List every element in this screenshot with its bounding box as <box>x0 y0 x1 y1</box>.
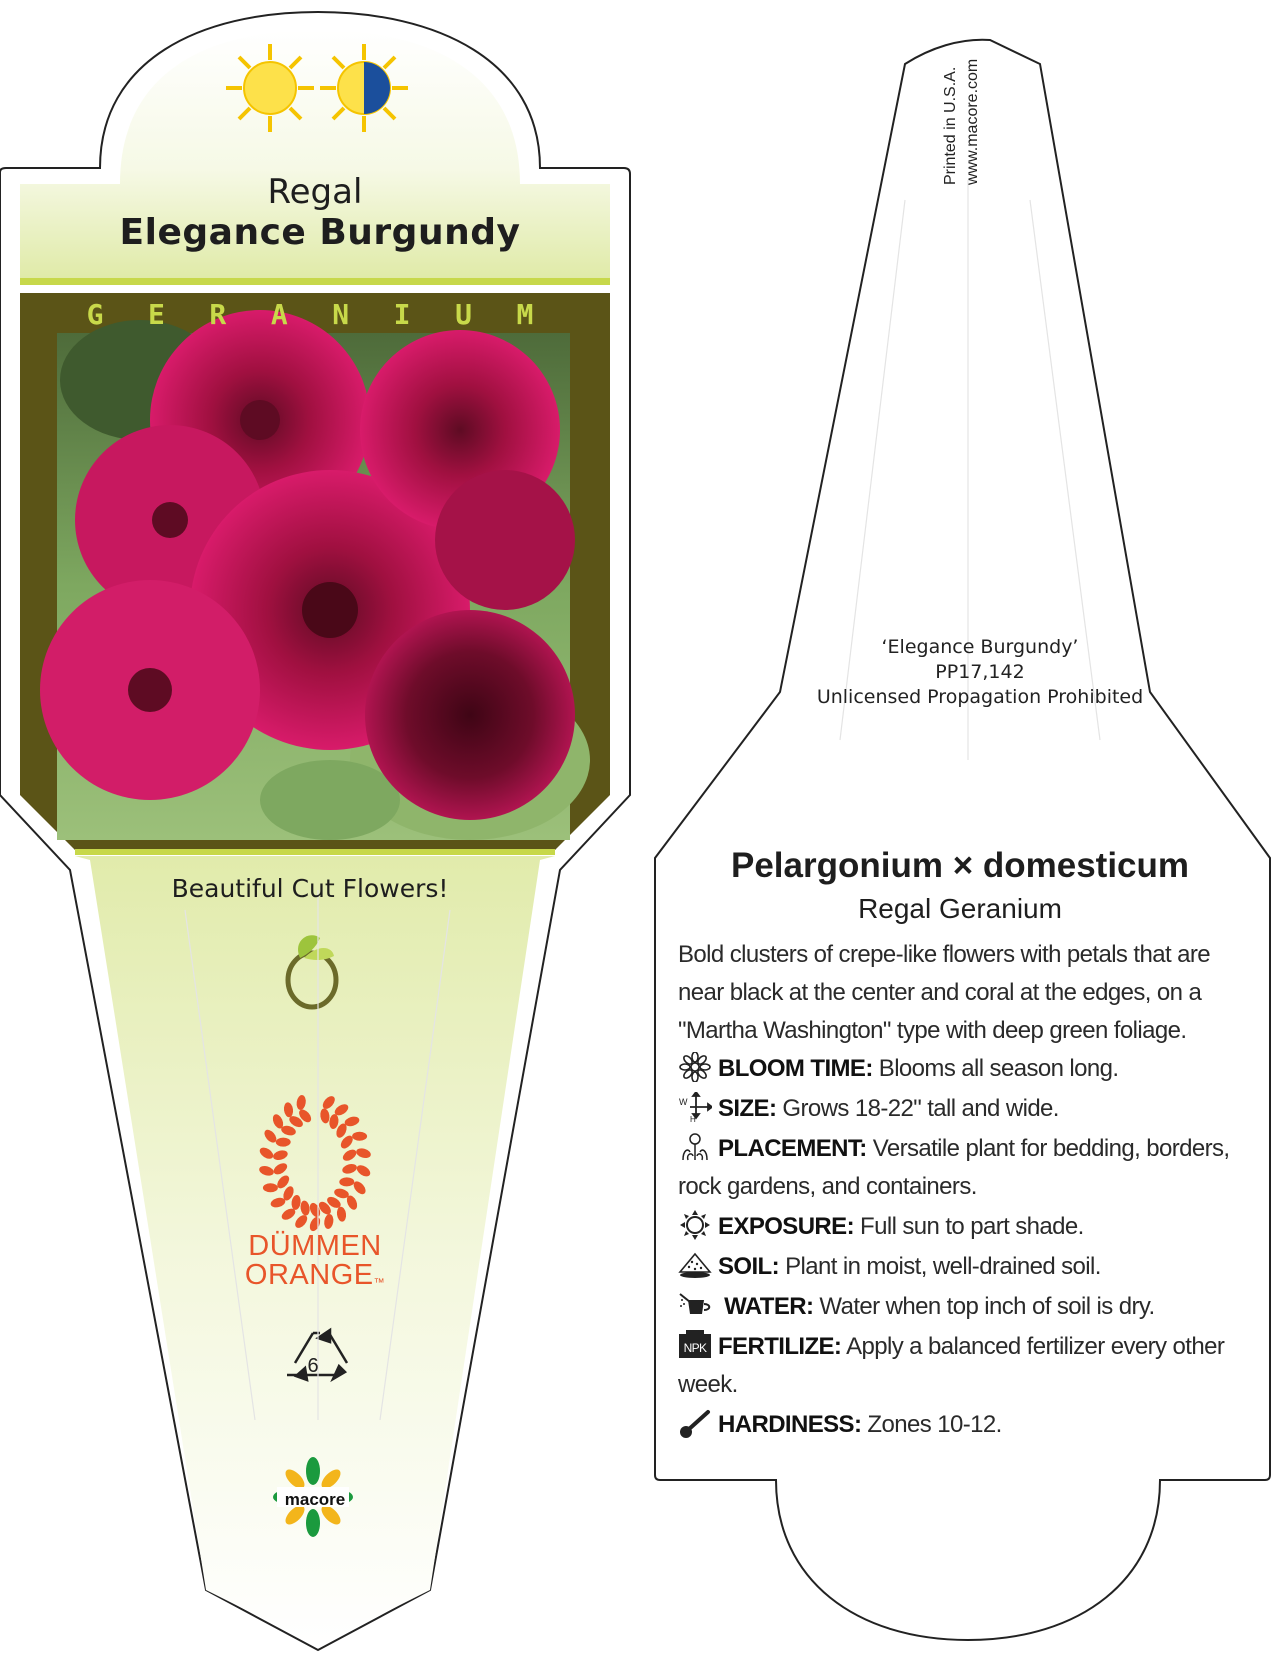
care-text: Water when top inch of soil is dry. <box>813 1293 1155 1320</box>
plant-description: Bold clusters of crepe-like flowers with petals that are near black at the center and coral at the edges, on a "Martha Washington" type with deep green foliage. <box>678 941 1210 1044</box>
watering-can-icon <box>678 1290 712 1320</box>
care-label: BLOOM TIME: <box>718 1055 873 1082</box>
bloom-flower-icon <box>678 1052 712 1082</box>
care-text: Full sun to part shade. <box>853 1213 1084 1240</box>
care-exposure <box>678 1208 1248 1246</box>
propagation-warning: Unlicensed Propagation Prohibited <box>816 686 1144 708</box>
care-label: EXPOSURE: <box>718 1213 854 1240</box>
brand-line-1: DÜMMEN <box>248 1230 382 1262</box>
patent-notice <box>780 635 1180 710</box>
care-size <box>678 1090 1248 1128</box>
soil-pile-icon <box>678 1250 712 1280</box>
tagline: Beautiful Cut Flowers! <box>171 874 449 903</box>
printed-line: Printed in U.S.A. <box>942 66 959 185</box>
patent-number: PP17,142 <box>935 661 1025 683</box>
care-text: Plant in moist, well-drained soil. <box>779 1253 1101 1280</box>
svg-text:H: H <box>690 1115 696 1122</box>
brand-line-2: ORANGE <box>244 1259 374 1291</box>
placement-plants-icon <box>678 1132 712 1162</box>
size-arrows-icon <box>678 1092 712 1122</box>
care-text: Versatile plant for bedding, borders, rock gardens, and containers. <box>678 1135 1230 1200</box>
care-hardiness <box>678 1406 1248 1444</box>
macore-logo-text: macore <box>284 1490 346 1509</box>
care-label: FERTILIZE: <box>718 1333 842 1360</box>
care-label: SOIL: <box>718 1253 779 1280</box>
care-text: Apply a balanced fertilizer every other week. <box>678 1333 1225 1398</box>
dummen-orange-logo-text <box>200 1232 430 1298</box>
care-fertilize <box>678 1328 1248 1404</box>
botanical-name: Pelargonium × domesticum <box>730 846 1190 885</box>
genus-letter: G <box>86 298 104 331</box>
genus-letter: A <box>270 298 288 331</box>
printed-in-notice <box>940 59 984 185</box>
care-label: SIZE: <box>718 1095 777 1122</box>
trademark-mark: ™ <box>373 1277 386 1289</box>
care-label: WATER: <box>724 1293 814 1320</box>
genus-letter: N <box>332 298 350 331</box>
genus-letter: R <box>209 298 227 331</box>
care-label: HARDINESS: <box>718 1411 862 1438</box>
care-text: Blooms all season long. <box>872 1055 1119 1082</box>
genus-letter: M <box>516 298 534 331</box>
care-water <box>678 1288 1248 1326</box>
cultivar-series-title: Regal <box>267 172 363 212</box>
thermometer-icon <box>678 1408 712 1438</box>
genus-letter: E <box>147 298 165 331</box>
care-placement <box>678 1130 1248 1206</box>
genus-letter: I <box>393 298 411 331</box>
cultivar-name-title: Elegance Burgundy <box>119 212 521 253</box>
recycle-code: 6 <box>307 1355 319 1377</box>
genus-letter: U <box>455 298 472 331</box>
common-name: Regal Geranium <box>858 893 1062 924</box>
care-soil <box>678 1248 1248 1286</box>
svg-text:W: W <box>679 1097 687 1107</box>
website-line: www.macore.com <box>964 58 981 185</box>
patent-cultivar: ‘Elegance Burgundy’ <box>881 636 1079 658</box>
care-bloom-time <box>678 1050 1248 1088</box>
care-label: PLACEMENT: <box>718 1135 867 1162</box>
sun-exposure-icon <box>678 1210 712 1240</box>
npk-text: NPK <box>683 1341 707 1355</box>
npk-fertilizer-icon <box>678 1330 712 1360</box>
care-text: Grows 18-22" tall and wide. <box>776 1095 1059 1122</box>
care-text: Zones 10-12. <box>861 1411 1002 1438</box>
genus-label <box>30 298 590 331</box>
